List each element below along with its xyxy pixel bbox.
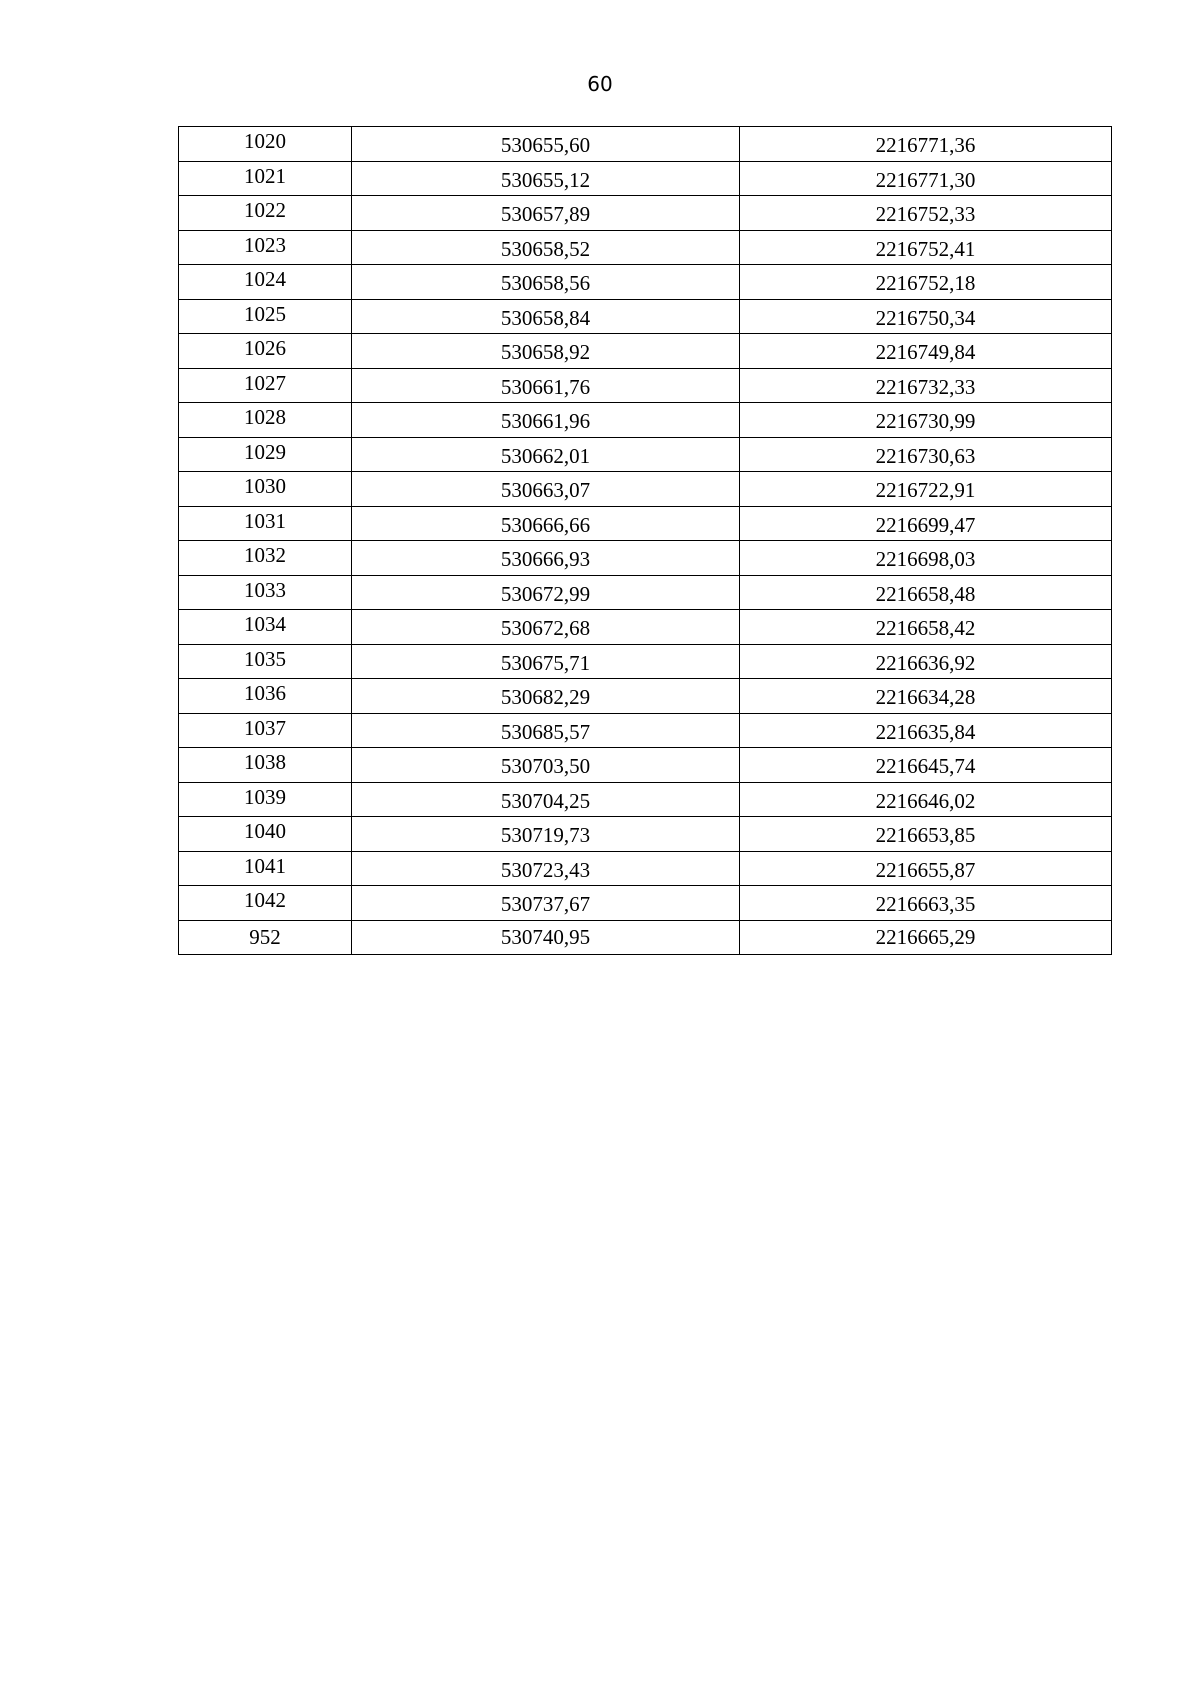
y-coordinate-cell: 2216732,33 [740, 368, 1112, 403]
x-coordinate-cell: 530658,84 [352, 299, 740, 334]
x-coordinate-cell: 530682,29 [352, 679, 740, 714]
x-coordinate-cell: 530740,95 [352, 920, 740, 955]
y-coordinate-cell: 2216634,28 [740, 679, 1112, 714]
point-number-cell: 1023 [179, 230, 352, 265]
x-coordinate-cell: 530675,71 [352, 644, 740, 679]
point-number-cell: 952 [179, 920, 352, 955]
point-number-cell: 1041 [179, 851, 352, 886]
point-number-cell: 1034 [179, 610, 352, 645]
point-number-cell: 1025 [179, 299, 352, 334]
point-number-cell: 1035 [179, 644, 352, 679]
table-row [179, 886, 1112, 921]
table-row [179, 230, 1112, 265]
point-number-cell: 1029 [179, 437, 352, 472]
y-coordinate-cell: 2216636,92 [740, 644, 1112, 679]
point-number-cell: 1033 [179, 575, 352, 610]
point-number-cell: 1037 [179, 713, 352, 748]
table-row [179, 679, 1112, 714]
y-coordinate-cell: 2216722,91 [740, 472, 1112, 507]
x-coordinate-cell: 530663,07 [352, 472, 740, 507]
table-row [179, 748, 1112, 783]
coordinates-table [178, 126, 1112, 955]
table-row [179, 334, 1112, 369]
point-number-cell: 1032 [179, 541, 352, 576]
y-coordinate-cell: 2216645,74 [740, 748, 1112, 783]
table-row [179, 265, 1112, 300]
x-coordinate-cell: 530672,68 [352, 610, 740, 645]
y-coordinate-cell: 2216771,30 [740, 161, 1112, 196]
y-coordinate-cell: 2216653,85 [740, 817, 1112, 852]
x-coordinate-cell: 530655,60 [352, 127, 740, 162]
y-coordinate-cell: 2216771,36 [740, 127, 1112, 162]
table-row [179, 299, 1112, 334]
x-coordinate-cell: 530661,96 [352, 403, 740, 438]
table-row [179, 368, 1112, 403]
x-coordinate-cell: 530703,50 [352, 748, 740, 783]
y-coordinate-cell: 2216658,48 [740, 575, 1112, 610]
table-row [179, 541, 1112, 576]
y-coordinate-cell: 2216752,41 [740, 230, 1112, 265]
y-coordinate-cell: 2216750,34 [740, 299, 1112, 334]
x-coordinate-cell: 530658,52 [352, 230, 740, 265]
point-number-cell: 1028 [179, 403, 352, 438]
table-row [179, 610, 1112, 645]
y-coordinate-cell: 2216730,99 [740, 403, 1112, 438]
point-number-cell: 1031 [179, 506, 352, 541]
point-number-cell: 1042 [179, 886, 352, 921]
y-coordinate-cell: 2216699,47 [740, 506, 1112, 541]
point-number-cell: 1024 [179, 265, 352, 300]
x-coordinate-cell: 530661,76 [352, 368, 740, 403]
coordinates-table-body [179, 127, 1112, 955]
point-number-cell: 1038 [179, 748, 352, 783]
x-coordinate-cell: 530719,73 [352, 817, 740, 852]
x-coordinate-cell: 530704,25 [352, 782, 740, 817]
y-coordinate-cell: 2216635,84 [740, 713, 1112, 748]
point-number-cell: 1040 [179, 817, 352, 852]
x-coordinate-cell: 530737,67 [352, 886, 740, 921]
x-coordinate-cell: 530662,01 [352, 437, 740, 472]
y-coordinate-cell: 2216752,18 [740, 265, 1112, 300]
point-number-cell: 1026 [179, 334, 352, 369]
point-number-cell: 1020 [179, 127, 352, 162]
point-number-cell: 1036 [179, 679, 352, 714]
x-coordinate-cell: 530658,56 [352, 265, 740, 300]
table-row [179, 713, 1112, 748]
x-coordinate-cell: 530685,57 [352, 713, 740, 748]
point-number-cell: 1021 [179, 161, 352, 196]
x-coordinate-cell: 530672,99 [352, 575, 740, 610]
x-coordinate-cell: 530657,89 [352, 196, 740, 231]
point-number-cell: 1030 [179, 472, 352, 507]
table-row [179, 472, 1112, 507]
y-coordinate-cell: 2216646,02 [740, 782, 1112, 817]
x-coordinate-cell: 530655,12 [352, 161, 740, 196]
y-coordinate-cell: 2216698,03 [740, 541, 1112, 576]
table-row [179, 575, 1112, 610]
table-row [179, 403, 1112, 438]
x-coordinate-cell: 530658,92 [352, 334, 740, 369]
point-number-cell: 1022 [179, 196, 352, 231]
x-coordinate-cell: 530666,66 [352, 506, 740, 541]
table-row [179, 782, 1112, 817]
point-number-cell: 1039 [179, 782, 352, 817]
x-coordinate-cell: 530666,93 [352, 541, 740, 576]
table-row [179, 851, 1112, 886]
table-row [179, 437, 1112, 472]
table-row [179, 644, 1112, 679]
y-coordinate-cell: 2216665,29 [740, 920, 1112, 955]
point-number-cell: 1027 [179, 368, 352, 403]
x-coordinate-cell: 530723,43 [352, 851, 740, 886]
y-coordinate-cell: 2216752,33 [740, 196, 1112, 231]
table-row [179, 127, 1112, 162]
page-number: 60 [587, 72, 613, 96]
table-row [179, 506, 1112, 541]
y-coordinate-cell: 2216730,63 [740, 437, 1112, 472]
y-coordinate-cell: 2216658,42 [740, 610, 1112, 645]
table-row [179, 817, 1112, 852]
table-row [179, 161, 1112, 196]
y-coordinate-cell: 2216663,35 [740, 886, 1112, 921]
y-coordinate-cell: 2216655,87 [740, 851, 1112, 886]
table-row [179, 196, 1112, 231]
table-row [179, 920, 1112, 955]
y-coordinate-cell: 2216749,84 [740, 334, 1112, 369]
